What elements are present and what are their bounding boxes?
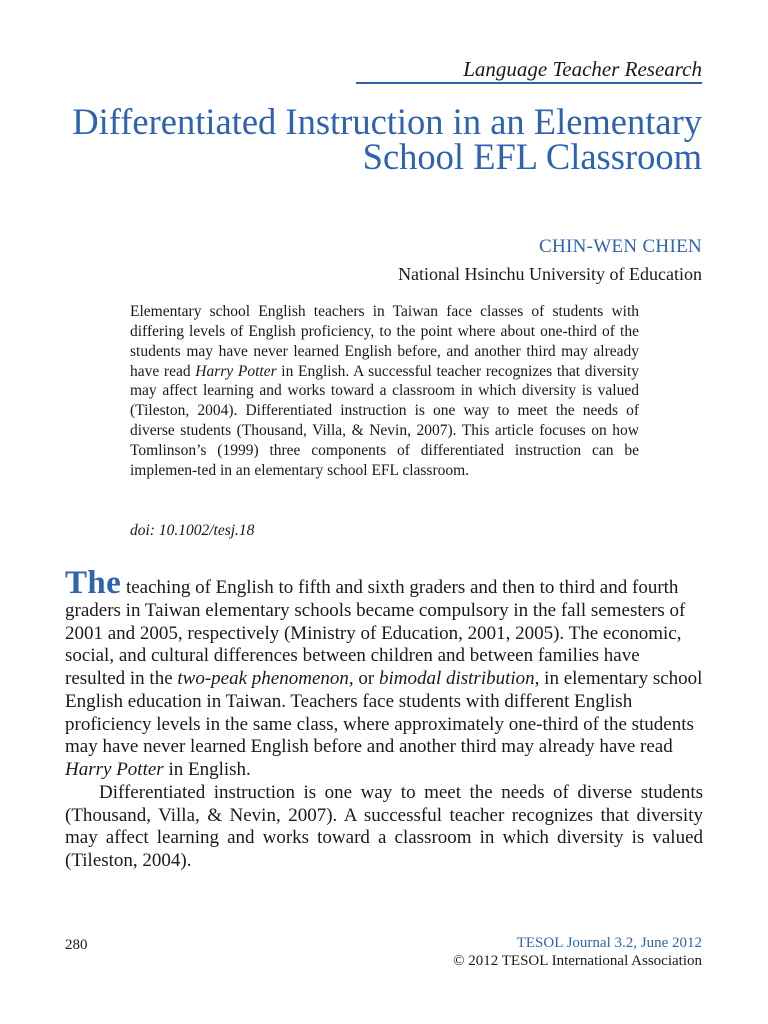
doi-link[interactable]: doi: 10.1002/tesj.18 <box>130 522 255 539</box>
body-text: teaching of English to fifth and sixth graders and then to third and fourth graders in Taiwan elementary schools became compulsory in the fall semesters of 2001 and 2005, respectively (Ministry of Education, 2001, 2005). The economic, social, and cultural differences between children and between families have resulted in the <box>65 577 686 689</box>
body-book-title: Harry Potter <box>65 759 164 780</box>
abstract <box>130 302 639 481</box>
body-text: , or <box>348 668 379 689</box>
author-name: CHIN-WEN CHIEN <box>538 236 702 257</box>
abstract-text-continued: in English. A successful teacher recognizes that diversity may affect learning and works toward a classroom in which diversity is valued (Tileston, 2004). Differentiated instruction is one way to meet the needs of diverse students (Thousand, Villa, & Nevin, 2007). This article focuses on how Tomlinson’s (1999) three components of differentiated instruction can be implemen-ted in an elementary school EFL classroom. <box>130 362 639 479</box>
body-paragraph-1 <box>65 565 703 782</box>
article-body <box>65 565 703 873</box>
abstract-book-title: Harry Potter <box>195 362 277 380</box>
abstract-text: Elementary school English teachers in Taiwan face classes of students with differing levels of English proficiency, to the point where about one-third of the students may have never learned English before, and another third may already have read <box>130 303 639 380</box>
body-paragraph-2: Differentiated instruction is one way to meet the needs of diverse students (Thousand, Villa, & Nevin, 2007). A successful teacher recognizes that diversity may affect learning and works toward a classroom in which diversity is valued (Tileston, 2004). <box>65 781 703 871</box>
section-label: Language Teacher Research <box>463 57 702 81</box>
body-text: in English. <box>163 759 251 780</box>
lead-word: The <box>65 565 122 601</box>
author-affiliation: National Hsinchu University of Education <box>398 264 702 284</box>
page-number: 280 <box>65 937 88 953</box>
body-term-two-peak: two-peak phenomenon <box>177 668 349 689</box>
copyright-notice: © 2012 TESOL International Association <box>453 953 702 969</box>
journal-citation: TESOL Journal 3.2, June 2012 <box>516 935 702 951</box>
body-text: , in elementary school English education in Taiwan. Teachers face students with different English proficiency levels in the same class, where approximately one-third of the students may have never learned English before and another third may already have read <box>65 668 703 758</box>
body-term-bimodal: bimodal distribution <box>378 668 535 689</box>
section-rule <box>356 82 702 84</box>
article-title: Differentiated Instruction in an Elementary School EFL Classroom <box>72 101 702 177</box>
